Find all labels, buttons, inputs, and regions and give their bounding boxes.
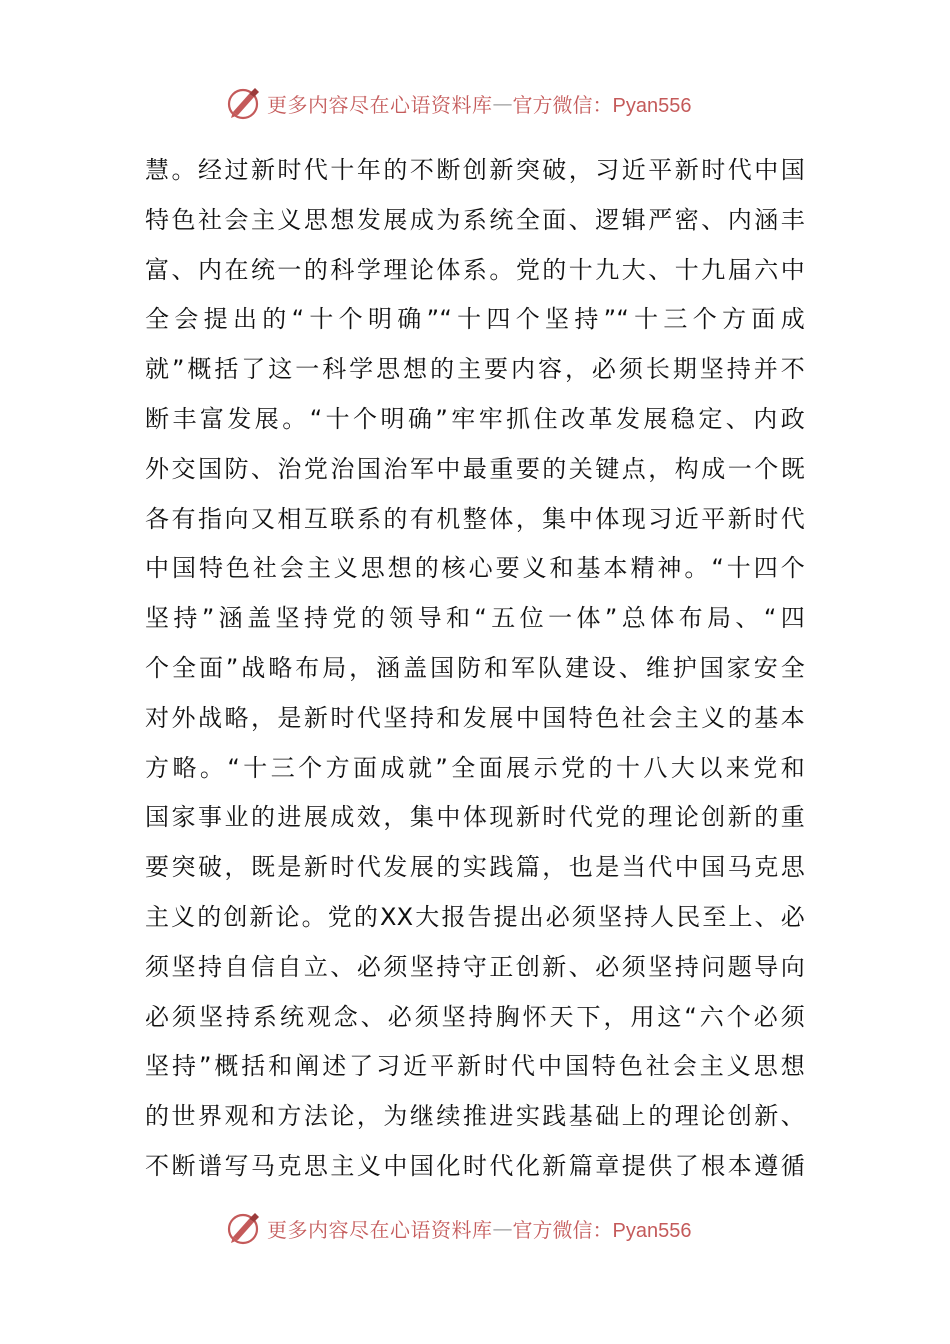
text-line: 方略。“十三个方面成就”全面展示党的十八大以来党和 (145, 753, 805, 782)
text-line: 须坚持自信自立、必须坚持守正创新、必须坚持问题导向 (145, 952, 805, 981)
header-contact: 官方微信：Pyan556 (512, 94, 692, 117)
text-line: 必须坚持系统观念、必须坚持胸怀天下，用这“六个必须 (145, 1002, 805, 1031)
pen-circle-logo-icon (225, 84, 263, 122)
text-line: 各有指向又相互联系的有机整体，集中体现习近平新时代 (145, 504, 805, 533)
body-text (145, 146, 805, 1192)
text-line: 特色社会主义思想发展成为系统全面、逻辑严密、内涵丰 (145, 205, 805, 234)
text-line: 中国特色社会主义思想的核心要义和基本精神。“十四个 (145, 554, 805, 583)
pen-circle-logo-icon (225, 1209, 263, 1247)
text-line: 的世界观和方法论，为继续推进实践基础上的理论创新、 (145, 1102, 805, 1131)
text-line: 坚持”概括和阐述了习近平新时代中国特色社会主义思想 (145, 1052, 805, 1081)
text-line: 富、内在统一的科学理论体系。党的十九大、十九届六中 (145, 255, 805, 284)
header-separator: — (492, 91, 513, 115)
text-line: 断丰富发展。“十个明确”牢牢抓住改革发展稳定、内政 (145, 404, 805, 433)
text-line: 慧。经过新时代十年的不断创新突破，习近平新时代中国 (145, 156, 805, 184)
text-line: 要突破，既是新时代发展的实践篇，也是当代中国马克思 (145, 853, 805, 882)
text-line: 坚持”涵盖坚持党的领导和“五位一体”总体布局、“四 (145, 604, 805, 633)
footer-separator: — (492, 1216, 513, 1240)
text-line: 外交国防、治党治国治军中最重要的关键点，构成一个既 (145, 454, 805, 483)
footer-contact: 官方微信：Pyan556 (512, 1219, 692, 1242)
text-line: 主义的创新论。党的XX大报告提出必须坚持人民至上、必 (145, 902, 805, 931)
text-line: 个全面”战略布局，涵盖国防和军队建设、维护国家安全 (145, 653, 805, 682)
text-line: 不断谱写马克思主义中国化时代化新篇章提供了根本遵循 (145, 1151, 805, 1180)
header-banner (225, 83, 745, 123)
footer-banner-text: 更多内容尽在心语资料库 (267, 1217, 493, 1242)
text-line: 国家事业的进展成效，集中体现新时代党的理论创新的重 (145, 803, 805, 832)
text-line: 全会提出的“十个明确”“十四个坚持”“十三个方面成 (145, 305, 805, 334)
footer-banner (225, 1208, 745, 1248)
text-line: 对外战略，是新时代坚持和发展中国特色社会主义的基本 (145, 703, 805, 732)
text-line: 就”概括了这一科学思想的主要内容，必须长期坚持并不 (145, 355, 805, 384)
header-banner-text: 更多内容尽在心语资料库 (267, 92, 493, 117)
